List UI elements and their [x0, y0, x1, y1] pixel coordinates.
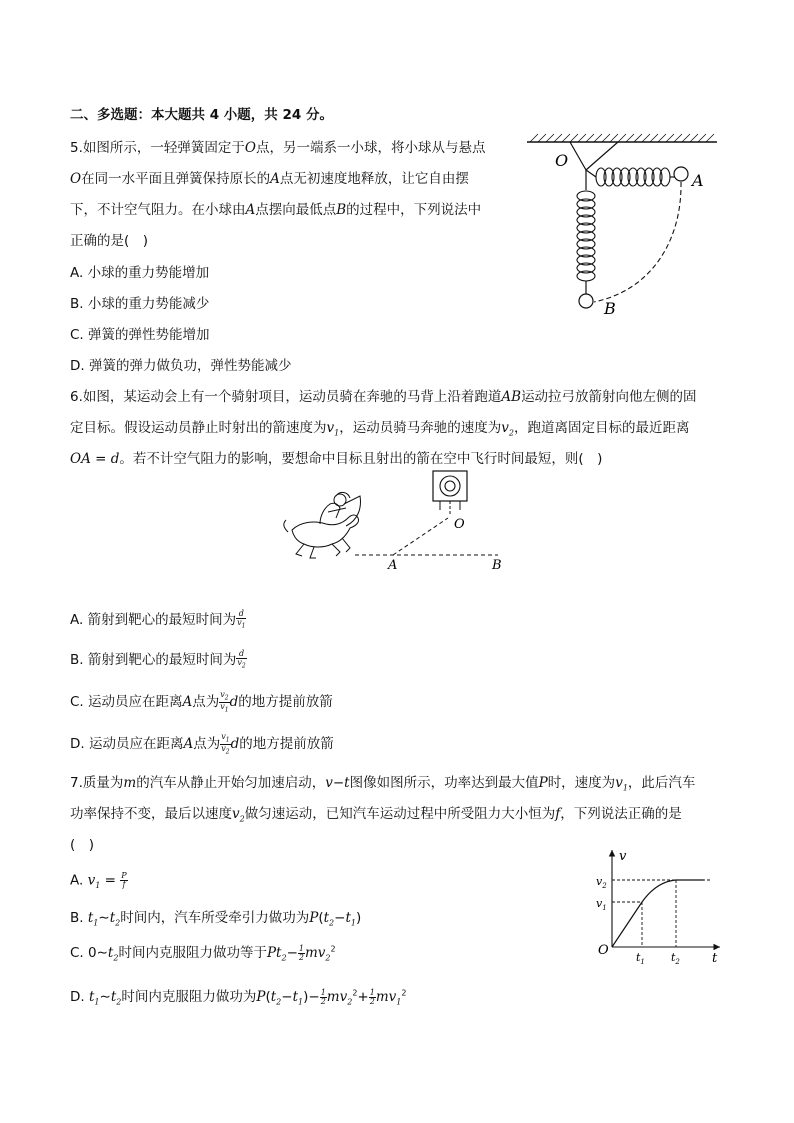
q6-archery-figure [280, 468, 520, 576]
q6-text: ，跑道离固定目标的最近距离 [513, 420, 690, 436]
q6-option-d[interactable]: D. 运动员应在距离A点为 $\frac{v_1}{v_2}$ d的地方提前放箭 [70, 731, 334, 756]
q7-label-t1: $t_1$ [636, 951, 645, 966]
q6-label-o: O [454, 517, 465, 532]
q7-vt-graph [592, 842, 732, 967]
q6-text: 如图，某运动会上有一个骑射项目，运动员骑在奔驰的马背上沿着跑道 [82, 389, 502, 405]
q6-text: 定目标。假设运动员静止时射出的箭速度为 [70, 420, 327, 436]
q6-text: 运动拉弓放箭射向他左侧的固 [521, 389, 697, 405]
q5-label-b: B [604, 299, 616, 318]
q7-label-t2: $t_2$ [671, 951, 680, 966]
q5-text: 在同一水平面且弹簧保持原长的 [81, 171, 271, 187]
q5-spring-figure [522, 130, 722, 320]
q7-num: 7. [70, 775, 83, 791]
q6-label-b: B [492, 558, 502, 573]
q7-text: 时，速度为 [547, 775, 616, 791]
q5-line-4: 正确的是( ) [70, 233, 149, 249]
q5-option-d[interactable]: D. 弹簧的弹力做负功，弹性势能减少 [70, 358, 292, 374]
q5-label-a: A [692, 171, 704, 190]
q7-option-c[interactable]: C. $0\sim t_2$时间内克服阻力做功等于$Pt_2-$ $\frac{1}{2}$ $mv_2^2$ [70, 943, 336, 963]
q6-option-c-text: C. 运动员应在距离 [70, 694, 183, 710]
q6-option-d-text: D. 运动员应在距离 [70, 736, 184, 752]
q5-line-3: 下，不计空气阻力。在小球由A点摆向最低点B的过程中，下列说法中 [70, 202, 482, 218]
q6-option-c-text: 点为 [192, 694, 220, 710]
q6-text: 。若不计空气阻力的影响，要想命中目标且射出的箭在空中飞行时间最短，则( ) [119, 451, 603, 467]
q5-option-b[interactable]: B. 小球的重力势能减少 [70, 296, 210, 312]
q7-origin: O [598, 943, 609, 958]
q7-text: 做匀速运动，已知汽车运动过程中所受阻力大小恒为 [244, 806, 556, 822]
q7-text: 功率保持不变，最后以速度 [70, 806, 232, 822]
q7-option-c-text: C. 0∼ [70, 945, 108, 961]
q7-text: 图像如图所示，功率达到最大值 [349, 775, 539, 791]
q5-text: 点摆向最低点 [255, 202, 337, 218]
q7-text: 的汽车从静止开始匀加速启动， [136, 775, 326, 791]
q7-option-d[interactable]: D. $t_1\sim t_2$时间内克服阻力做功为$P(t_2-t_1)-$ $\frac{1}{2}$ $mv_2^2+$ $\frac{1}{2}$ $mv_1^2$ [70, 987, 407, 1007]
q5-line-1: 5.如图所示，一轻弹簧固定于O点，另一端系一小球，将小球从与悬点 [70, 140, 486, 156]
q5-text: 如图所示，一轻弹簧固定于 [82, 140, 245, 156]
q7-line-1: 7.质量为m的汽车从静止开始匀加速启动，v−t图像如图所示，功率达到最大值P时，速度为$v_1$，此后汽车 [70, 775, 696, 793]
q6-option-d-text: 点为 [193, 736, 221, 752]
q5-option-c[interactable]: C. 弹簧的弹性势能增加 [70, 327, 210, 343]
q5-option-a[interactable]: A. 小球的重力势能增加 [70, 265, 210, 281]
q5-text: 的过程中，下列说法中 [346, 202, 482, 218]
q6-option-c-text: 的地方提前放箭 [238, 694, 333, 710]
q7-option-b[interactable]: B. $t_1\sim t_2$时间内，汽车所受牵引力做功为$P(t_2-t_1)$ [70, 910, 362, 928]
q7-option-a-text: A. [70, 872, 84, 889]
q7-text: 质量为 [82, 775, 124, 791]
section-title: 二、多选题：本大题共 4 小题，共 24 分。 [70, 107, 333, 123]
q5-text: 点无初速度地释放，让它自由摆 [279, 171, 469, 187]
q7-line-3: ( ) [70, 837, 95, 853]
q5-label-o: O [555, 151, 569, 170]
q6-text: ，运动员骑马奔驰的速度为 [339, 420, 502, 436]
q7-axis-t: t [712, 951, 718, 966]
q7-label-v1: $v_1$ [596, 897, 607, 912]
q6-option-a[interactable]: A. 箭射到靶心的最短时间为 $\frac{d}{v_1}$ [70, 609, 246, 630]
q5-text: 下，不计空气阻力。在小球由 [70, 202, 246, 218]
q7-option-d-text: 时间内克服阻力做功为 [121, 989, 257, 1005]
q5-num: 5. [70, 140, 83, 156]
q6-option-b-text: B. 箭射到靶心的最短时间为 [70, 652, 237, 668]
q6-line-3: OA = d。若不计空气阻力的影响，要想命中目标且射出的箭在空中飞行时间最短，则( ) [70, 451, 603, 467]
q6-option-b[interactable]: B. 箭射到靶心的最短时间为 $\frac{d}{v_2}$ [70, 649, 246, 670]
q6-option-d-text: 的地方提前放箭 [239, 736, 334, 752]
q7-option-c-text: 时间内克服阻力做功等于 [118, 945, 267, 961]
q7-text: ，下列说法正确的是 [560, 806, 682, 822]
q6-label-a: A [388, 558, 398, 573]
q6-num: 6. [70, 389, 83, 405]
q6-option-a-text: A. 箭射到靶心的最短时间为 [70, 612, 237, 628]
q6-line-2: 定目标。假设运动员静止时射出的箭速度为$v_1$，运动员骑马奔驰的速度为$v_2$，跑道离固定目标的最近距离 [70, 420, 690, 438]
q7-option-a[interactable]: A. $v_1$ = $\frac{P}{f}$ [70, 871, 127, 891]
q7-option-b-text: B. [70, 910, 84, 926]
q7-axis-v: v [619, 849, 627, 864]
q5-line-2: O在同一水平面且弹簧保持原长的A点无初速度地释放，让它自由摆 [70, 171, 469, 187]
q6-option-c[interactable]: C. 运动员应在距离A点为 $\frac{v_2}{v_1}$ d的地方提前放箭 [70, 689, 333, 714]
q6-line-1: 6.如图，某运动会上有一个骑射项目，运动员骑在奔驰的马背上沿着跑道AB运动拉弓放箭射向他左侧的固 [70, 389, 697, 405]
q7-option-d-text: D. [70, 989, 85, 1005]
horse-rider-icon [284, 492, 361, 558]
q7-label-v2: $v_2$ [596, 875, 607, 890]
q7-text: ，此后汽车 [627, 775, 696, 791]
q5-text: 点，另一端系一小球，将小球从与悬点 [255, 140, 486, 156]
q7-line-2: 功率保持不变，最后以速度$v_2$做匀速运动，已知汽车运动过程中所受阻力大小恒为f，下列说法正确的是 [70, 806, 682, 824]
q7-option-b-text: 时间内，汽车所受牵引力做功为 [120, 910, 310, 926]
